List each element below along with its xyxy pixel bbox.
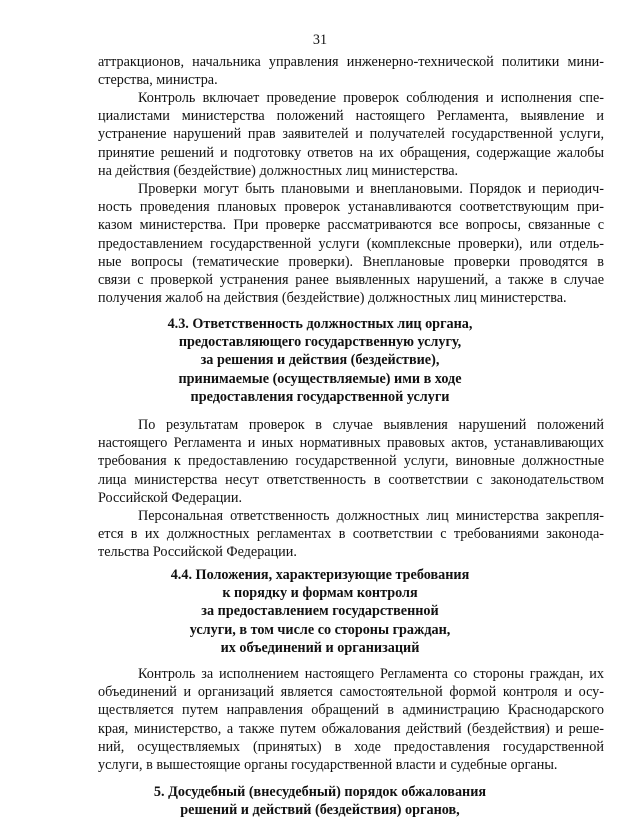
text-line: ний, осуществляемых (принятых) в ходе предоставления государственной [98,738,604,755]
text-line: связи с проверкой устранения ранее выявленных нарушений, а также в случае [98,272,604,289]
text-line: лица министерства несут ответственность в соответствии с законодательством [98,471,604,488]
text-line: казом министерства. При проверке рассматриваются все вопросы, связанные с [98,217,604,234]
text-line: По результатам проверок в случае выявления нарушений положений [138,417,604,433]
text-line: требования к предоставлению государственной услуги, виновные должностные [98,453,604,470]
text-line: настоящего Регламента и иных нормативных правовых актов, устанавливающих [98,435,604,452]
heading-line: решений и действий (бездействия) органов, [180,802,460,819]
heading-line: услуги, в том числе со стороны граждан, [189,621,451,638]
text-line: Контроль за исполнением настоящего Регламента со стороны граждан, их [138,666,604,682]
text-line: ные вопросы (тематические проверки). Внеплановые проверки проводятся в [98,253,604,270]
text-line: на действия (бездействие) должностных лиц министерства. [98,162,459,179]
text-line: ществляется путем направления обращений в администрацию Краснодарского [98,702,604,719]
text-line: Российской Федерации. [98,489,243,506]
text-line: услуги, в вышестоящие органы государственной власти и судебные органы. [98,757,558,774]
heading-line: 4.4. Положения, характеризующие требования [170,567,470,583]
text-line: ность проведения плановых проверок устанавливаются соответствующим при- [98,199,604,216]
text-line: аттракционов, начальника управления инженерно-технической политики мини- [98,54,604,70]
heading-line: 5. Досудебный (внесудебный) порядок обжалования [153,784,487,800]
paragraph-citizen-control [98,665,604,774]
text-line: предоставлением государственной услуги (комплексные проверки), или отдель- [98,235,604,252]
paragraph-inspections [98,180,604,307]
paragraph-control [98,89,604,180]
text-line: Контроль включает проведение проверок соблюдения и исполнения спе- [138,90,604,106]
text-line: циалистами министерства положений настоящего Регламента, выявление и [98,108,604,125]
text-line: Персональная ответственность должностных лиц министерства закрепля- [138,508,604,524]
paragraph-continuation [98,53,604,89]
section-heading-4-3 [80,315,560,406]
heading-line: предоставляющего государственную услугу, [178,334,462,351]
heading-line: за решения и действия (бездействие), [200,352,440,369]
section-heading-5 [80,783,560,819]
heading-line: принимаемые (осуществляемые) ими в ходе [178,370,462,387]
page-number: 31 [312,32,328,48]
text-line: принятие решений и подготовку ответов на их обращения, содержащие жалобы [98,144,604,161]
heading-line: за предоставлением государственной [201,603,439,620]
heading-line: 4.3. Ответственность должностных лиц органа, [167,316,473,332]
text-line: устранение нарушений прав заявителей и получателей государственной услуги, [98,126,604,143]
text-line: ется в их должностных регламентах в соответствии с требованиями законода- [98,526,604,543]
text-line: тельства Российской Федерации. [98,544,297,561]
heading-line: предоставления государственной услуги [190,388,450,405]
heading-line: их объединений и организаций [220,639,420,656]
paragraph-responsibility [98,416,604,507]
paragraph-personal-responsibility [98,507,604,562]
text-line: Проверки могут быть плановыми и внеплановыми. Порядок и периодич- [138,181,604,197]
heading-line: к порядку и формам контроля [222,585,418,602]
text-line: получения жалоб на действия (бездействие) должностных лиц министерства. [98,290,567,307]
section-heading-4-4 [80,566,560,657]
text-line: объединений и организаций является самостоятельной формой контроля и осу- [98,684,604,701]
text-line: стерства, министра. [98,72,218,89]
text-line: края, министерство, а также путем обжалования действий (бездействия) и реше- [98,720,604,737]
